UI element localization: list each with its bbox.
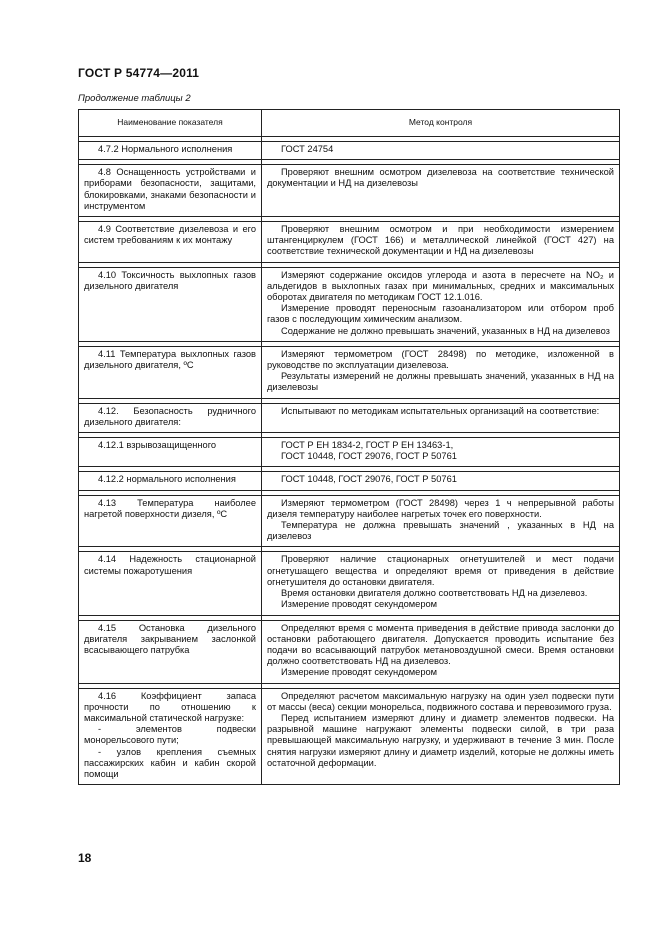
table-row — [79, 472, 620, 490]
table-row — [79, 165, 620, 217]
table-row — [79, 346, 620, 398]
indicator-text: 4.10 Токсичность выхлопных газов дизельного двигателя — [84, 269, 256, 291]
method-text: Содержание не должно превышать значений, указанных в НД на дизелевоз — [281, 325, 610, 336]
table-row — [79, 267, 620, 341]
indicator-cell — [79, 222, 262, 263]
method-text: Измерение проводят переносным газоанализатором или отбором проб газов с последующим химическим анализом. — [267, 303, 614, 325]
table-row — [79, 222, 620, 263]
indicator-cell — [79, 620, 262, 683]
method-cell — [262, 403, 620, 432]
table-row — [79, 688, 620, 785]
method-text: ГОСТ 24754 — [281, 144, 334, 154]
method-text: Перед испытанием измеряют длину и диаметр элементов подвески. На разрывной машине нагружают элементы подвески силой, в три раза превышающей максимальную нагрузку, и удерживают в течение 3 мин. После снятия нагрузки измеряют длину и диаметр изделий, которые не должны иметь остаточной деформации. — [267, 712, 614, 768]
indicator-cell — [79, 346, 262, 398]
method-text: Измеряют термометром (ГОСТ 28498) по методике, изложенной в руководстве по эксплуатации дизелевоза. — [267, 348, 614, 371]
method-cell — [262, 552, 620, 615]
table-continuation-label: Продолжение таблицы 2 — [78, 93, 191, 104]
indicator-text: - узлов крепления съемных пассажирских кабин и кабин скорой помощи — [84, 746, 256, 779]
method-text: Измеряют термометром (ГОСТ 28498) через 1 ч непрерывной работы дизеля температуру наиболее нагретых точек его поверхности. — [267, 497, 614, 519]
indicator-text: 4.12.1 взрывозащищенного — [98, 440, 217, 451]
method-cell — [262, 438, 620, 467]
method-text: Время остановки двигателя должно соответствовать НД на дизелевоз. — [281, 588, 588, 599]
indicator-text: - элементов подвески монорельсового пути; — [84, 724, 256, 746]
indicator-cell — [79, 403, 262, 432]
method-text: Определяют расчетом максимальную нагрузку на один узел подвески пути от массы (веса) секции монорельса, подвижного состава и перевозимого груза. — [267, 690, 614, 712]
method-text: Проверяют внешним осмотром и при необходимости измерением штангенциркулем (ГОСТ 166) и металлической линейкой (ГОСТ 427) на соответствие технической документации и НД на дизелевозы — [267, 224, 614, 257]
standard-designation: ГОСТ Р 54774—2011 — [78, 66, 200, 80]
method-text: Измеряют содержание оксидов углерода и азота в пересчете на NO₂ и альдегидов в выхлопных газах при минимальных, средних и максимальных оборотах двигателя по методикам ГОСТ 12.1.016. — [267, 269, 614, 303]
method-text: ГОСТ 10448, ГОСТ 29076, ГОСТ Р 50761 — [281, 451, 457, 462]
indicator-text: 4.11 Температура выхлопных газов дизельного двигателя, ºС — [84, 348, 256, 371]
method-text: Проверяют наличие стационарных огнетушителей и мест подачи огнетушащего вещества и определяют время от приведения в действие огнетушителя до остановки двигателя. — [267, 554, 614, 587]
method-text: Измерение проводят секундомером — [281, 599, 438, 610]
table-row — [79, 403, 620, 432]
method-text: Результаты измерений не должны превышать значений, указанных в НД на дизелевозы — [267, 371, 614, 393]
table-row — [79, 552, 620, 615]
table-row — [79, 438, 620, 467]
indicator-text: 4.16 Коэффициент запаса прочности по отношению к максимальной статической нагрузке: — [84, 690, 256, 723]
method-cell — [262, 688, 620, 785]
indicator-text: 4.14 Надежность стационарной системы пожаротушения — [84, 554, 256, 576]
control-methods-table — [78, 109, 620, 785]
indicator-cell — [79, 142, 262, 160]
method-text: Испытывают по методикам испытательных организаций на соответствие: — [281, 405, 600, 416]
method-text: Определяют время с момента приведения в действие привода заслонки до остановки работающего двигателя. Допускается проводить испытание без подачи во всасывающий патрубок метановоздушной смеси. Время остановки должно соответствовать НД на дизелевоз. — [267, 622, 614, 667]
column-header-method: Метод контроля — [262, 110, 620, 137]
indicator-text: 4.15 Остановка дизельного двигателя закрыванием заслонкой всасывающего патрубка — [84, 622, 256, 655]
indicator-text: 4.12.2 нормального исполнения — [98, 474, 236, 485]
table-header-row — [79, 110, 620, 137]
table-row — [79, 495, 620, 547]
indicator-cell — [79, 472, 262, 490]
table-row — [79, 142, 620, 160]
method-text: Измерение проводят секундомером — [281, 667, 438, 678]
indicator-cell — [79, 165, 262, 217]
method-cell — [262, 142, 620, 160]
method-text: Температура не должна превышать значений , указанных в НД на дизелевоз — [267, 520, 614, 542]
indicator-cell — [79, 438, 262, 467]
table-row — [79, 620, 620, 683]
indicator-cell — [79, 552, 262, 615]
indicator-cell — [79, 688, 262, 785]
method-cell — [262, 472, 620, 490]
method-text: ГОСТ 10448, ГОСТ 29076, ГОСТ Р 50761 — [281, 474, 457, 485]
indicator-text: 4.13 Температура наиболее нагретой поверхности дизеля, ºС — [84, 497, 256, 519]
indicator-text: 4.8 Оснащенность устройствами и приборами безопасности, защитами, блокировками, знаками безопасности и инструментом — [84, 167, 256, 211]
indicator-text: 4.12. Безопасность рудничного дизельного двигателя: — [84, 405, 256, 427]
method-cell — [262, 620, 620, 683]
column-header-indicator: Наименование показателя — [79, 110, 262, 137]
method-cell — [262, 165, 620, 217]
method-cell — [262, 267, 620, 341]
method-cell — [262, 222, 620, 263]
indicator-text: 4.7.2 Нормального исполнения — [98, 144, 233, 154]
page-number: 18 — [78, 851, 92, 865]
method-cell — [262, 495, 620, 547]
method-cell — [262, 346, 620, 398]
indicator-cell — [79, 267, 262, 341]
indicator-cell — [79, 495, 262, 547]
indicator-text: 4.9 Соответствие дизелевоза и его систем требованиям к их монтажу — [84, 224, 256, 246]
method-text: ГОСТ Р ЕН 1834-2, ГОСТ Р ЕН 13463-1, — [281, 440, 454, 451]
method-text: Проверяют внешним осмотром дизелевоза на соответствие технической документации и НД на дизелевозы — [267, 167, 614, 189]
